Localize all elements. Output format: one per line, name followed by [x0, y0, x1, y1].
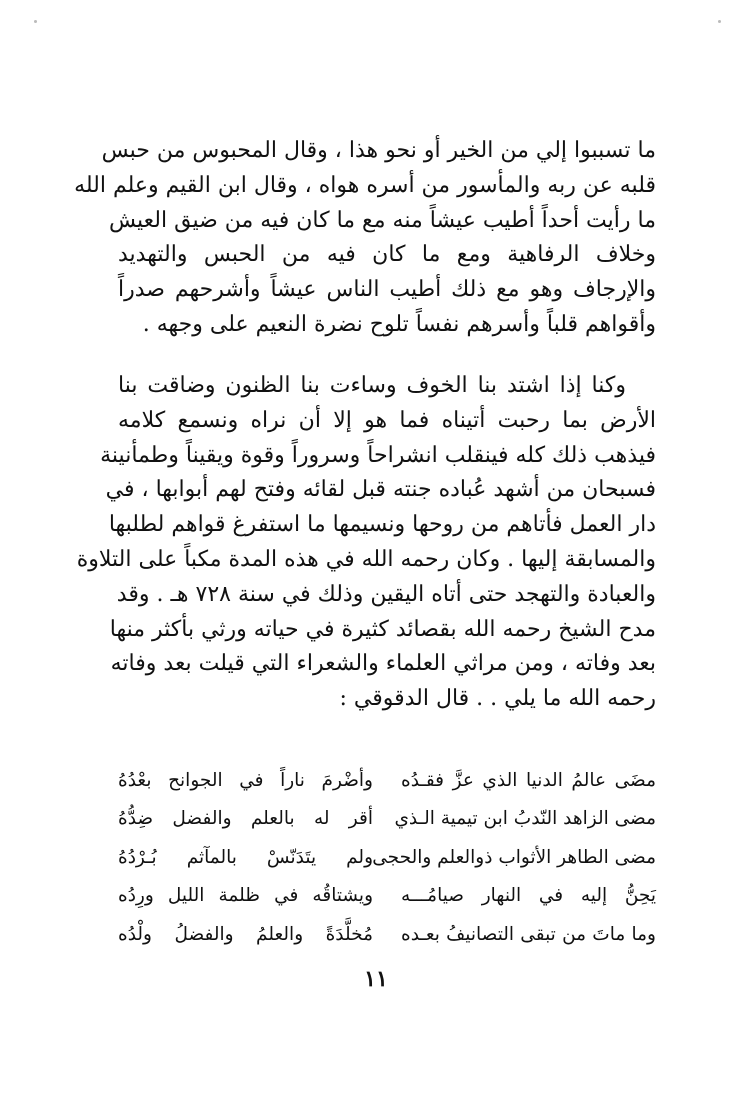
poem-verse [118, 915, 656, 954]
paragraph-2 [76, 369, 656, 717]
poem-first-hemistich: مضى الزاهد النّدبُ ابن تيمية الـذي [394, 808, 656, 830]
poem-second-hemistich: أقر له بالعلم والفضل ضِدُّهُ [118, 808, 373, 830]
text-line: بعد وفاته ، ومن مراثي العلماء والشعراء التي قيلت بعد وفاته [110, 651, 656, 677]
text-line: وكنا إذا اشتد بنا الخوف وساءت بنا الظنون وضاقت بنا [118, 373, 626, 398]
text-line: والعبادة والتهجد حتى أتاه اليقين وذلك في سنة ٧٢٨ هـ . وقد [116, 581, 656, 607]
text-line: ما رأيت أحداً أطيب عيشاً منه مع ما كان فيه من ضيق العيش [109, 207, 656, 233]
text-line: والمسابقة إليها . وكان رحمه الله في هذه المدة مكباً على التلاوة [76, 546, 656, 572]
text-line: الأرض بما رحبت أتيناه فما هو إلا أن نراه ونسمع كلامه [118, 407, 656, 433]
poem-second-hemistich: وأضْرمَ ناراً في الجوانح بعْدُهُ [118, 769, 373, 791]
poem-first-hemistich: مضى الطاهر الأثواب ذوالعلم والحجى [372, 846, 656, 868]
text-line: فيذهب ذلك كله فينقلب انشراحاً وسروراً وقوة ويقيناً وطمأنينة [100, 442, 656, 468]
text-line: وخلاف الرفاهية ومع ما كان فيه من الحبس والتهديد [118, 242, 656, 268]
text-line: رحمه الله ما يلي . . قال الدقوقي : [339, 686, 656, 712]
poem-first-hemistich: وما ماتَ من تبقى التصانيفُ بعـده [401, 923, 656, 945]
paragraph-1 [74, 134, 656, 343]
page-number: ١١ [364, 966, 388, 992]
poem-verse [118, 761, 656, 800]
scan-speck-top-right [718, 20, 721, 23]
poem-verse [118, 838, 656, 877]
text-line: دار العمل فأتاهم من روحها ونسيمها ما استفرغ قواهم لطلبها [108, 512, 656, 538]
poem-verse [118, 877, 656, 916]
text-line: فسبحان من أشهد عُباده جنته قبل لقائه وفتح لهم أبوابها ، في [105, 477, 656, 503]
text-line: قلبه عن ربه والمأسور من أسره هواه ، وقال ابن القيم وعلم الله [74, 172, 656, 198]
text-line: ما تسببوا إلي من الخير أو نحو هذا ، وقال المحبوس من حبس [101, 138, 656, 163]
text-line: والإرجاف وهو مع ذلك أطيب الناس عيشاً وأشرحهم صدراً [118, 277, 656, 303]
poem-second-hemistich: مُخلَّدَةً والعلمُ والفضلُ ولْدُه [118, 923, 373, 945]
scan-speck-top-left [34, 20, 37, 23]
poem-second-hemistich: ويشتاقُه في ظلمة الليل ورِدُه [118, 885, 373, 907]
poem-first-hemistich: مضَى عالمُ الدنيا الذي عزَّ فقـدُه [401, 769, 656, 791]
text-line: وأقواهم قلباً وأسرهم نفساً تلوح نضرة النعيم على وجهه . [142, 311, 656, 337]
poem-first-hemistich: يَحِنُّ إليه في النهار صيامُـــه [401, 885, 656, 907]
poem-verse [118, 800, 656, 839]
poem-second-hemistich: ولم يتَدَنّسْ بالمآثم بُـرْدُهُ [118, 846, 373, 868]
text-line: مدح الشيخ رحمه الله بقصائد كثيرة في حياته ورثي بأكثر منها [109, 616, 656, 642]
elegy-poem [118, 761, 656, 954]
